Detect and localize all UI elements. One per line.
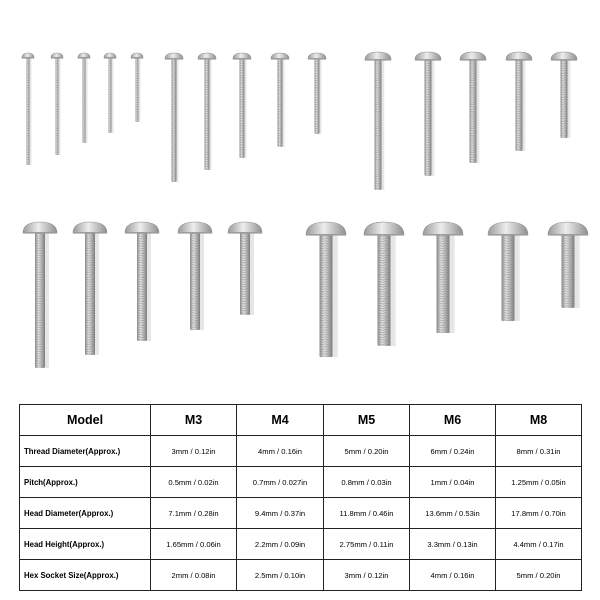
screw xyxy=(548,222,588,308)
table-cell: 2.5mm / 0.10in xyxy=(237,560,324,591)
spec-table xyxy=(19,404,582,591)
screw xyxy=(306,222,346,357)
table-cell: 9.4mm / 0.37in xyxy=(237,498,324,529)
table-row xyxy=(20,529,582,560)
screw xyxy=(228,222,262,315)
row-label: Hex Socket Size(Approx.) xyxy=(20,560,151,591)
table-row xyxy=(20,498,582,529)
screw xyxy=(551,52,577,138)
table-cell: 3mm / 0.12in xyxy=(151,436,237,467)
screw xyxy=(22,53,34,165)
header-m3: M3 xyxy=(151,405,237,436)
screw xyxy=(125,222,159,341)
table-header-row xyxy=(20,405,582,436)
header-model: Model xyxy=(20,405,151,436)
table-cell: 2.75mm / 0.11in xyxy=(324,529,410,560)
table-cell: 8mm / 0.31in xyxy=(496,436,582,467)
row-label: Head Height(Approx.) xyxy=(20,529,151,560)
screw xyxy=(423,222,463,333)
table-row xyxy=(20,467,582,498)
screw xyxy=(73,222,107,355)
screw xyxy=(271,53,289,147)
header-m6: M6 xyxy=(410,405,496,436)
table-cell: 2.2mm / 0.09in xyxy=(237,529,324,560)
screw xyxy=(364,222,404,346)
screw xyxy=(51,53,63,155)
table-cell: 3.3mm / 0.13in xyxy=(410,529,496,560)
screw xyxy=(23,222,57,368)
table-cell: 1mm / 0.04in xyxy=(410,467,496,498)
screw xyxy=(78,53,90,143)
screw xyxy=(104,53,116,133)
screw xyxy=(178,222,212,330)
table-cell: 2mm / 0.08in xyxy=(151,560,237,591)
header-m4: M4 xyxy=(237,405,324,436)
row-label: Head Diameter(Approx.) xyxy=(20,498,151,529)
row-label: Pitch(Approx.) xyxy=(20,467,151,498)
table-cell: 0.8mm / 0.03in xyxy=(324,467,410,498)
screw xyxy=(233,53,251,158)
table-cell: 11.8mm / 0.46in xyxy=(324,498,410,529)
header-m5: M5 xyxy=(324,405,410,436)
table-cell: 0.5mm / 0.02in xyxy=(151,467,237,498)
screw xyxy=(506,52,532,151)
table-cell: 3mm / 0.12in xyxy=(324,560,410,591)
table-cell: 4.4mm / 0.17in xyxy=(496,529,582,560)
table-cell: 7.1mm / 0.28in xyxy=(151,498,237,529)
table-cell: 17.8mm / 0.70in xyxy=(496,498,582,529)
screw xyxy=(415,52,441,176)
screw xyxy=(460,52,486,163)
table-cell: 1.65mm / 0.06in xyxy=(151,529,237,560)
table-cell: 5mm / 0.20in xyxy=(496,560,582,591)
screw xyxy=(365,52,391,190)
table-row xyxy=(20,560,582,591)
table-cell: 6mm / 0.24in xyxy=(410,436,496,467)
row-label: Thread Diameter(Approx.) xyxy=(20,436,151,467)
table-cell: 0.7mm / 0.027in xyxy=(237,467,324,498)
screw xyxy=(131,53,143,122)
table-cell: 4mm / 0.16in xyxy=(237,436,324,467)
table-row xyxy=(20,436,582,467)
table-cell: 1.25mm / 0.05in xyxy=(496,467,582,498)
screw xyxy=(308,53,326,134)
table-cell: 13.6mm / 0.53in xyxy=(410,498,496,529)
table-cell: 5mm / 0.20in xyxy=(324,436,410,467)
screw xyxy=(198,53,216,170)
table-cell: 4mm / 0.16in xyxy=(410,560,496,591)
screw xyxy=(165,53,183,182)
header-m8: M8 xyxy=(496,405,582,436)
screw xyxy=(488,222,528,321)
